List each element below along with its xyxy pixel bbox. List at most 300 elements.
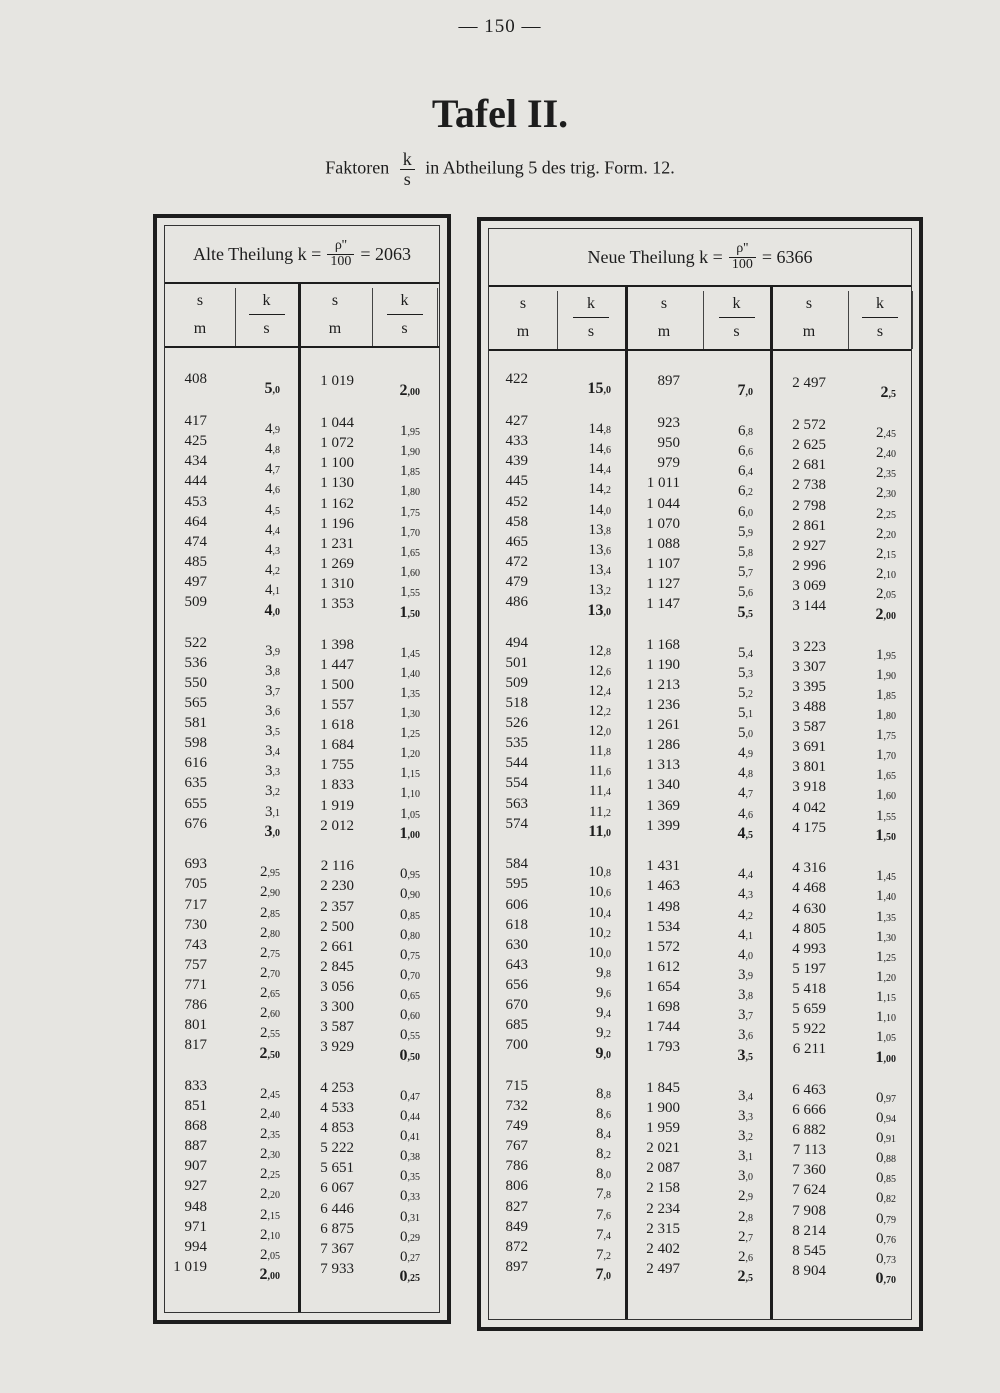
old-k1-cell [260,1144,280,1164]
new-s3-cell: 7 113 [792,1142,826,1159]
new-k3-cell [876,1088,896,1108]
new-s1-cell: 535 [505,735,528,752]
old-s2-cell: 2 116 [320,858,354,875]
new-s3-cell: 4 805 [792,920,826,937]
new-s2-cell: 2 315 [646,1220,680,1237]
new-k1-value-int: 8 [596,1085,604,1102]
new-k3-cell [876,544,896,564]
new-k2-value-dec: ,4 [745,648,753,660]
new-k3-cell [876,785,896,805]
old-s1-cell: 971 [184,1218,207,1235]
new-k2-value-dec: ,6 [745,587,753,599]
new-k1-value-dec: ,0 [603,385,611,396]
subtitle-before: Faktoren [325,157,390,178]
subtitle [0,150,1000,189]
old-heading-pre: Alte Theilung k = [193,243,322,264]
new-k2-value-int: 5 [738,563,746,580]
old-k2-value-dec: ,65 [407,547,420,559]
old-s2-cell: 2 357 [320,898,354,915]
old-k1-value-int: 2 [260,1186,268,1203]
new-k2-cell [738,905,753,925]
old-k1-cell [260,1164,280,1184]
old-k2-value-dec: ,60 [407,1011,420,1022]
new-k1-value-dec: ,6 [603,445,611,457]
new-k3-value-int: 0 [876,1170,884,1187]
old-s2-cell: 1 130 [320,475,354,492]
old-k2-cell [400,542,420,562]
new-k2-value-int: 4 [738,906,746,923]
new-k1-cell [596,963,611,983]
new-k2-value-int: 6 [738,423,746,440]
new-k3-value-dec: ,70 [883,1275,896,1287]
new-k2-value-int: 5 [738,705,746,721]
new-k3-value-dec: ,85 [883,1174,896,1186]
new-k1-value-dec: ,2 [603,1150,611,1162]
new-k2-value-int: 2 [738,1188,746,1205]
new-s2-cell: 1 793 [646,1039,680,1056]
old-s2-cell: 1 353 [320,596,354,612]
new-k2-cell [738,1247,753,1267]
new-heading-num: ρ'' [729,242,756,258]
old-k1-value-dec: ,2 [272,565,280,577]
new-k3-value-dec: ,40 [883,449,896,461]
old-k2-value-dec: ,30 [407,709,420,720]
new-k3-cell [876,1148,896,1168]
new-s2 [625,229,680,1319]
old-k2-value-dec: ,31 [407,1212,420,1224]
new-s1-cell: 554 [505,775,528,792]
old-k2-cell [400,763,420,783]
new-k1-value-int: 13 [588,581,604,598]
old-k2-value-dec: ,20 [407,749,420,761]
new-k2-cell [738,1046,754,1066]
new-k2-value-int: 3 [738,986,746,1003]
old-k2-value-int: 0 [400,1007,408,1023]
new-k2-value-int: 4 [738,745,746,762]
old-k1-value-int: 3 [265,662,273,679]
old-k1-value-dec: ,50 [267,1049,280,1061]
new-k2-cell [738,945,753,965]
new-s3-cell: 2 996 [792,557,826,574]
new-k1-value-dec: ,2 [603,707,611,718]
new-k2-value-int: 5 [738,725,746,742]
new-s1-cell: 643 [505,956,528,973]
new-k1-value-dec: ,4 [603,908,611,920]
new-k3-value-dec: ,40 [883,892,896,904]
new-k2-value-dec: ,4 [745,467,753,479]
new-k2-cell [738,1186,753,1206]
new-s1-cell: 584 [505,856,528,873]
old-k2-value-int: 0 [400,1248,408,1265]
old-k2-value-dec: ,60 [407,567,420,579]
new-k3-value-int: 1 [875,827,884,845]
new-s1 [489,229,528,1319]
old-k1-cell [260,1205,280,1225]
new-k3-cell [876,967,896,987]
old-col-header-top: k [400,292,409,309]
new-k3-cell [876,1229,896,1249]
new-k2-value-dec: ,4 [745,1091,753,1103]
old-k1-value-int: 2 [259,1266,268,1284]
new-k2-value-int: 3 [738,1108,746,1124]
old-k2-value-int: 0 [400,926,408,943]
old-s1-cell: 786 [184,997,207,1013]
old-k2-value-dec: ,70 [407,970,420,982]
old-k2-value-int: 0 [400,966,408,983]
old-k1 [235,226,280,1312]
new-k3-value-int: 2 [876,445,884,462]
old-k1-cell [260,1003,280,1023]
new-k2-value-dec: ,8 [745,769,753,781]
new-k3-value-dec: ,30 [883,932,896,944]
new-k1-value-dec: ,8 [603,425,611,437]
new-col-header-bottom: s [876,323,884,340]
new-k2-cell [738,763,753,783]
new-k1-value-int: 14 [588,461,604,478]
old-s2-cell: 2 661 [320,938,354,955]
new-k3-value-int: 1 [876,767,884,784]
new-s1-cell: 509 [505,674,528,691]
new-k3-value-dec: ,55 [883,811,896,823]
new-k2-cell [738,1207,753,1227]
old-s1-cell: 705 [184,876,207,893]
new-s2-cell: 2 158 [646,1180,680,1197]
old-k1-cell [260,1104,280,1124]
new-s2-cell: 1 900 [646,1100,680,1116]
old-k1-cell [265,802,280,822]
old-s1-cell: 598 [184,735,207,752]
new-s3-cell: 3 223 [792,638,826,655]
old-s1-cell: 833 [184,1077,207,1094]
old-k1-cell [260,1225,280,1245]
old-k2-cell [400,643,420,663]
new-k3-value-int: 0 [876,1210,884,1227]
old-k2-value-dec: ,35 [407,1172,420,1184]
old-s2-cell: 7 367 [320,1240,354,1257]
old-k2-value-dec: ,95 [407,870,420,882]
new-s3-cell: 6 211 [792,1041,826,1058]
new-k1-cell [588,822,611,842]
new-k2-value-int: 3 [738,1087,746,1104]
new-k2-value-int: 5 [738,583,746,600]
old-k1-value-int: 4 [265,541,273,558]
old-k1-value-dec: ,25 [267,1170,280,1182]
old-s1-cell: 522 [184,634,207,651]
old-k1-value-int: 4 [265,521,273,538]
new-s3-cell: 6 882 [792,1122,826,1139]
new-k1-value-dec: ,4 [603,787,611,799]
old-k2-value-dec: ,90 [407,447,420,459]
new-k1-value-dec: ,4 [603,1230,611,1242]
new-k1-value-int: 13 [588,521,604,538]
new-s3-cell: 4 175 [792,819,826,836]
old-k1-value-int: 4 [265,501,273,518]
old-k1-value-dec: ,3 [272,767,280,779]
old-s2-cell: 2 845 [320,958,354,975]
new-k1-value-dec: ,2 [603,1250,611,1262]
old-k1-value-dec: ,60 [267,1009,280,1020]
old-s1-cell: 801 [184,1017,207,1034]
new-col-header-top: s [805,295,813,312]
new-k2-value-dec: ,9 [745,749,753,761]
new-division-table [477,217,923,1331]
new-s1-cell: 849 [505,1218,528,1235]
old-s2-cell: 1 684 [320,737,354,754]
new-k1-cell [589,721,612,741]
new-k3-value-dec: ,94 [883,1114,896,1125]
new-k1-value-int: 12 [588,642,604,659]
new-k1-cell [596,1003,611,1023]
new-s3-cell: 3 144 [792,598,826,614]
new-k2-value-dec: ,0 [745,507,753,519]
new-k3-cell [876,725,896,745]
new-k1-value-int: 11 [589,743,604,760]
old-k2-value-int: 1 [400,563,408,580]
new-k1-value-int: 15 [587,380,604,397]
new-k3-value-int: 0 [876,1230,884,1247]
new-k1-value-int: 12 [588,703,604,719]
new-k3-cell [876,927,896,947]
new-k3-cell [876,826,897,846]
new-col-header-top: s [519,295,527,312]
new-k2-cell [738,421,753,441]
old-k2-cell [400,985,420,1005]
new-k1-value-dec: ,8 [603,646,611,658]
old-s1-cell: 485 [184,553,207,570]
old-k1-value-int: 4 [265,461,273,478]
old-k2-value-int: 0 [400,866,408,883]
old-s1-cell: 948 [184,1198,207,1215]
old-k2-cell [400,965,420,985]
old-k2-value-int: 1 [400,443,408,460]
new-k2-cell [738,864,753,884]
new-k3-value-int: 1 [876,787,884,804]
old-k1-cell [265,761,280,781]
old-k2-cell [400,743,420,763]
new-k2-value-int: 4 [737,825,746,843]
old-k2-value-int: 1 [400,805,408,822]
old-k2-cell [400,1247,420,1267]
old-k1-cell [260,1084,280,1104]
old-k1-cell [260,923,280,943]
new-k1-value-dec: ,0 [603,948,611,960]
old-k2-value-dec: ,47 [407,1091,420,1103]
new-k1-value-dec: ,0 [603,505,611,517]
new-k2-value-dec: ,8 [745,1212,753,1224]
new-k2-value-int: 4 [738,866,746,883]
old-k2-cell [400,522,420,542]
old-s2-cell: 5 651 [320,1160,354,1177]
new-k3-value-int: 2 [876,485,884,502]
new-k2-value-int: 6 [738,483,746,500]
old-s2-cell: 6 446 [320,1200,354,1217]
old-k1-value-int: 3 [265,642,273,659]
new-col-header-top: s [660,295,668,312]
new-k3-value-int: 2 [876,505,884,522]
old-k1-value-dec: ,1 [272,807,280,819]
old-k2-value-dec: ,27 [407,1252,420,1264]
new-k3-value-dec: ,65 [883,771,896,783]
old-s2-cell: 1 398 [320,636,354,653]
old-k2-value-int: 0 [399,1046,408,1064]
old-k2-cell [400,1106,420,1126]
old-k2-value-dec: ,55 [407,587,420,599]
new-k2-cell [738,603,754,623]
old-k1-value-int: 4 [265,441,273,458]
new-k3-cell [876,1108,896,1128]
old-k1-value-dec: ,75 [267,948,280,960]
old-k2-cell [400,1086,420,1106]
new-k1-cell [589,943,612,963]
old-s2-cell: 1 310 [320,575,354,592]
new-s3-cell: 3 307 [792,658,826,675]
old-k1-value-dec: ,20 [267,1190,280,1202]
new-k3-value-dec: ,95 [883,650,896,662]
new-k2-value-int: 2 [738,1248,746,1265]
new-k1-cell [589,741,611,761]
new-s2-cell: 2 234 [646,1200,680,1217]
new-s2-cell: 2 402 [646,1240,680,1257]
new-s1-cell: 526 [505,715,528,732]
new-k2-value-dec: ,7 [745,567,753,579]
new-k3-cell [876,1209,896,1229]
old-k2-value-int: 0 [400,1087,408,1104]
new-s2-cell: 1 070 [646,515,680,532]
old-s1-cell: 693 [184,856,207,873]
new-k1-cell [596,1245,611,1265]
new-k3-value-int: 1 [876,948,884,965]
old-s2-cell: 6 875 [320,1220,354,1237]
old-k2-value-int: 0 [400,1168,408,1185]
old-k2-cell [400,703,420,723]
old-s1-cell: 581 [184,715,207,732]
new-k2-cell [738,1005,753,1025]
new-s1-cell: 445 [505,473,528,490]
new-k3-value-dec: ,45 [883,872,896,884]
new-s2-cell: 1 744 [646,1019,680,1036]
old-k2-value-int: 1 [400,705,408,721]
new-k1-value-int: 11 [589,763,604,780]
new-k1-value-dec: ,4 [603,465,611,477]
new-s1-cell: 786 [505,1158,528,1175]
old-k2-value-int: 0 [400,1128,408,1145]
new-k2-value-dec: ,1 [745,709,753,720]
new-k3-cell [876,1168,896,1188]
old-k2-cell [400,481,420,501]
new-k2-cell [738,884,753,904]
old-k2-cell [400,603,421,623]
old-k2-value-dec: ,70 [407,527,420,539]
new-s1-cell: 767 [505,1138,528,1155]
old-k1-value-dec: ,0 [272,828,280,840]
new-k3-value-int: 2 [880,384,889,401]
new-k3-value-int: 1 [876,747,884,764]
old-k1-value-dec: ,95 [267,868,280,880]
old-k1-cell [260,882,280,902]
new-k2 [703,229,753,1319]
new-k2-value-dec: ,9 [745,527,753,539]
new-k1-value-dec: ,4 [603,686,611,698]
old-k1-cell [260,1044,281,1064]
new-k2-value-int: 2 [737,1268,746,1286]
new-heading-post: = 6366 [761,246,813,267]
new-k3-value-dec: ,97 [883,1093,896,1105]
old-k2-value-int: 1 [399,825,408,843]
old-k2-value-int: 0 [400,1188,408,1205]
new-k1-value-int: 11 [588,823,604,841]
new-k1-value-dec: ,8 [603,747,611,759]
old-k1-value-int: 3 [265,723,273,740]
old-k1-cell [265,379,281,399]
old-s2-cell: 3 929 [320,1039,354,1056]
new-s3-cell: 7 360 [792,1162,826,1179]
old-s1-cell: 464 [184,513,207,530]
new-k3-value-dec: ,10 [883,569,896,581]
old-k1-value-dec: ,45 [267,1089,280,1101]
new-k1-cell [589,580,612,600]
old-division-table [153,214,451,1324]
new-k1-value-int: 10 [588,944,604,961]
new-k2-cell [738,925,753,945]
new-s2-cell: 1 463 [646,878,680,895]
new-s1-cell: 872 [505,1238,528,1255]
old-k2-value-dec: ,33 [407,1192,420,1204]
old-s2-cell: 3 300 [320,999,354,1015]
new-k1-value-dec: ,6 [603,767,611,779]
old-k2-cell [400,824,421,844]
new-k2-value-dec: ,6 [745,809,753,821]
subtitle-fraction [400,150,415,189]
new-k3-value-dec: ,80 [883,711,896,722]
new-k1-cell [589,903,612,923]
old-k1-value-dec: ,6 [272,707,280,718]
old-k1-value-int: 3 [265,703,273,719]
old-s1-cell: 536 [184,654,207,671]
old-k1-cell [260,903,280,923]
new-s2-cell: 1 147 [646,596,680,612]
old-k2-cell [400,1046,421,1066]
old-k1-value-int: 2 [260,924,268,941]
old-k1-value-dec: ,5 [272,727,280,739]
new-k3-value-int: 2 [876,465,884,482]
new-k3-value-dec: ,30 [883,489,896,501]
new-k1-cell [596,1044,612,1064]
old-s1-cell: 1 019 [173,1258,207,1275]
old-k1-cell [265,822,281,842]
old-k2-value-dec: ,25 [407,1273,420,1285]
new-s3 [770,229,826,1319]
new-k1-value-dec: ,2 [603,585,611,597]
new-k1-value-int: 14 [588,441,604,458]
new-k3-cell [876,564,896,584]
new-s3-cell: 2 572 [792,417,826,434]
new-s2-cell: 1 399 [646,817,680,834]
old-s1-cell: 907 [184,1158,207,1175]
old-k2-value-int: 0 [400,886,408,903]
old-k2-value-dec: ,38 [407,1152,420,1164]
new-k3-value-int: 1 [876,888,884,905]
new-k1-cell [596,1144,611,1164]
old-s2-cell: 1 447 [320,656,354,673]
new-k1-value-dec: ,6 [603,888,611,900]
new-k1-value-dec: ,6 [603,1110,611,1121]
new-k2-cell [738,683,753,703]
new-k2-value-dec: ,0 [745,1172,753,1184]
new-s1-cell: 715 [505,1077,528,1094]
new-s3-cell: 5 418 [792,980,826,997]
old-k2-value-dec: ,10 [407,789,420,801]
new-k1-value-int: 11 [589,803,604,820]
